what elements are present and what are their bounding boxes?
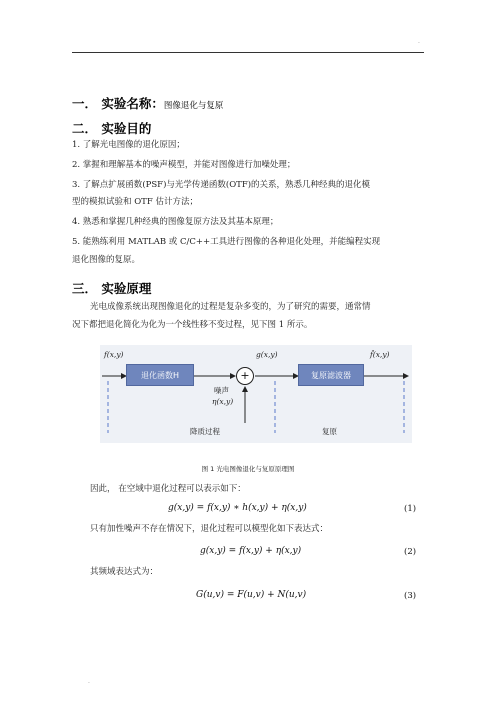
purpose-line: 2. 掌握和理解基本的噪声模型，并能对图像进行加噪处理； — [72, 160, 296, 170]
equation-formula: G(u,v) = F(u,v) + N(u,v) — [196, 590, 307, 600]
footer-corner-mark: . — [88, 678, 90, 685]
section-title: 实验名称： — [101, 96, 164, 111]
input-signal-label: f(x,y) — [104, 350, 124, 359]
purpose-line: 退化图像的复原。 — [72, 255, 141, 265]
principle-line: 况下都把退化简化为化为一个线性移不变过程，见下图 1 所示。 — [72, 320, 313, 330]
equation-number: (2) — [404, 547, 417, 557]
equation-formula: g(x,y) = f(x,y) ∗ h(x,y) + η(x,y) — [168, 503, 307, 513]
section-number: 一． — [72, 96, 98, 111]
equation-number: (1) — [404, 504, 417, 514]
header-rule — [72, 52, 424, 53]
figure-caption: 图 1 光电图像退化与复原原理图 — [201, 465, 295, 473]
degradation-region-label: 降质过程 — [190, 427, 220, 436]
degraded-signal-label: g(x,y) — [256, 350, 278, 359]
section-number: 二． — [72, 121, 98, 136]
section-heading-name — [72, 94, 223, 112]
restored-signal-label: f̂(x,y) — [370, 350, 390, 359]
equation-intro: 只有加性噪声不存在情况下，退化过程可以模型化如下表达式： — [90, 524, 329, 534]
principle-line: 光电成像系统出现图像退化的过程是复杂多变的，为了研究的需要，通常情 — [90, 302, 371, 312]
equation-number: (3) — [404, 591, 417, 601]
section-number: 三． — [72, 281, 98, 296]
purpose-line: 3. 了解点扩展函数(PSF)与光学传递函数(OTF)的关系，熟悉几种经典的退化模 — [72, 180, 371, 190]
section-heading-principle — [72, 279, 151, 297]
purpose-line: 型的模拟试验和 OTF 估计方法； — [72, 197, 198, 207]
summation-node: + — [236, 367, 254, 385]
section-title: 实验原理 — [101, 281, 152, 296]
equation-intro: 因此， 在空域中退化过程可以表示如下： — [90, 484, 246, 494]
section-heading-purpose — [72, 119, 151, 137]
restoration-region-label: 复原 — [322, 427, 337, 436]
purpose-line: 4. 熟悉和掌握几种经典的图像复原方法及其基本原理； — [72, 217, 279, 227]
equation-intro: 其频域表达式为： — [90, 567, 159, 577]
purpose-line: 1. 了解光电图像的退化原因； — [72, 140, 185, 150]
equation-formula: g(x,y) = f(x,y) + η(x,y) — [200, 546, 302, 556]
noise-label: 噪声 — [214, 386, 229, 395]
noise-symbol: η(x,y) — [212, 397, 234, 406]
diagram-connectors — [100, 345, 420, 445]
header-corner-mark: . — [418, 38, 420, 45]
restoration-filter-box: 复原滤波器 — [298, 364, 364, 386]
purpose-line: 5. 能熟练利用 MATLAB 或 C/C++工具进行图像的各种退化处理，并能编程实现 — [72, 237, 381, 247]
section-title: 实验目的 — [101, 121, 152, 136]
experiment-name: 图像退化与复原 — [163, 101, 224, 111]
degradation-function-box: 退化函数H — [126, 364, 194, 386]
